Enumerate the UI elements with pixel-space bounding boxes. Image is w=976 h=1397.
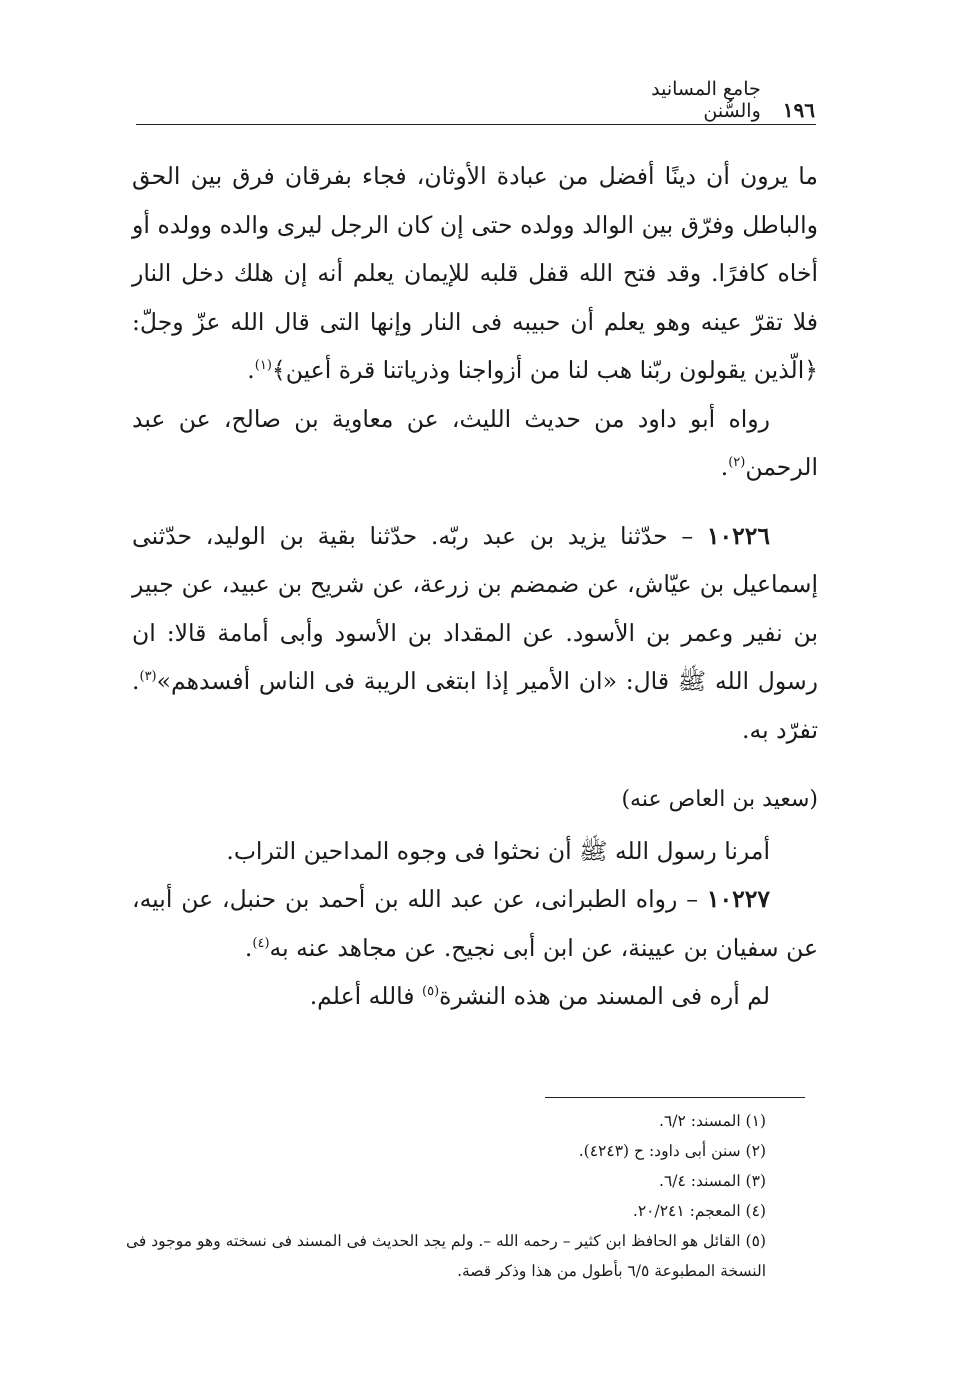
footnote-item: (٤) المعجم: ٢٠/٢٤١. (632, 1202, 766, 1220)
main-text (132, 152, 818, 1021)
section-heading: (سعيد بن العاص عنه) (621, 787, 818, 812)
footnote-ref: (٢) (728, 455, 746, 470)
footnotes (126, 1106, 810, 1286)
paragraph-end: . (720, 453, 729, 481)
paragraph-end: . (247, 356, 255, 384)
footnote-ref: (٤) (252, 935, 270, 951)
paragraph-riwaya (132, 395, 818, 492)
paragraph-comment (132, 972, 818, 1021)
hadith-end: . (244, 933, 253, 962)
footnote-ref: (٣) (139, 669, 157, 684)
hadith-number: ١٠٢٢٦ (706, 521, 770, 550)
hadith-text: – حدّثنا يزيد بن عبد ربّه. حدّثنا بقية بن الوليد، حدّثنى إسماعيل بن عيّاش، عن ضمضم بن زرعة، عن شريح بن عبيد، عن جبير بن نفير وعمر بن الأسود. عن المقداد بن الأسود وأبى أمامة قالا: ان رسول الله ﷺ قال: «ان الأمير إذا ابتغى الريبة فى الناس أفسدهم» (132, 521, 818, 695)
running-header (590, 78, 815, 122)
footnote-ref: (٥) (422, 984, 440, 999)
hadith-text: – رواه الطبرانى، عن عبد الله بن أحمد بن حنبل، عن أبيه، عن سفيان بن عيينة، عن ابن أبى نجيح. عن مجاهد عنه به (132, 885, 818, 962)
footnote-item: (٣) المسند: ٦/٤. (659, 1172, 766, 1190)
hadith-end: . تفرّد به. (132, 667, 818, 744)
footnote-item: (٢) سنن أبى داود: ح (٤٢٤٣). (578, 1142, 766, 1160)
hadith-entry (132, 512, 818, 755)
paragraph-text: ما يرون أن دينًا أفضل من عبادة الأوثان، فجاء بفرقان فرق بين الحق والباطل وفرّق بين الوالد وولده حتى إن كان الرجل ليرى والده وولده أو أخاه كافرًا. وقد فتح الله قفل قلبه للإيمان يعلم أنه إن هلك دخل النار فلا تقرّ عينه وهو يعلم أن حبيبه فى النار وإنها التى قال الله عزّ وجلّ: ﴿الّذين يقولون ربّنا هب لنا من أزواجنا وذرياتنا قرة أعين﴾ (132, 162, 818, 384)
book-title: جامع المسانيد والسُّنن (651, 78, 761, 122)
hadith-number: ١٠٢٢٧ (706, 885, 770, 913)
footnote-divider (545, 1097, 805, 1098)
paragraph-continuation (132, 152, 818, 395)
paragraph-text: لم أره فى المسند من هذه النشرة (439, 982, 770, 1010)
paragraph-matn: أمرنا رسول الله ﷺ أن نحثوا فى وجوه المداحين التراب. (226, 836, 770, 865)
paragraph-end: فالله أعلم. (309, 982, 423, 1010)
page-number: ١٩٦ (782, 98, 815, 122)
footnote-item: (٥) القائل هو الحافظ ابن كثير – رحمه الله –. ولم يجد الحديث فى المسند فى نسخته وهو موجود فى النسخة المطبوعة ٦/٥ بأطول من هذا وذكر قصة. (126, 1232, 766, 1280)
paragraph-text: رواه أبو داود من حديث الليث، عن معاوية بن صالح، عن عبد الرحمن (132, 404, 818, 481)
footnote-ref: (١) (254, 358, 272, 373)
footnote-item: (١) المسند: ٦/٢. (659, 1112, 766, 1130)
header-divider (136, 124, 816, 125)
hadith-entry (132, 875, 818, 972)
